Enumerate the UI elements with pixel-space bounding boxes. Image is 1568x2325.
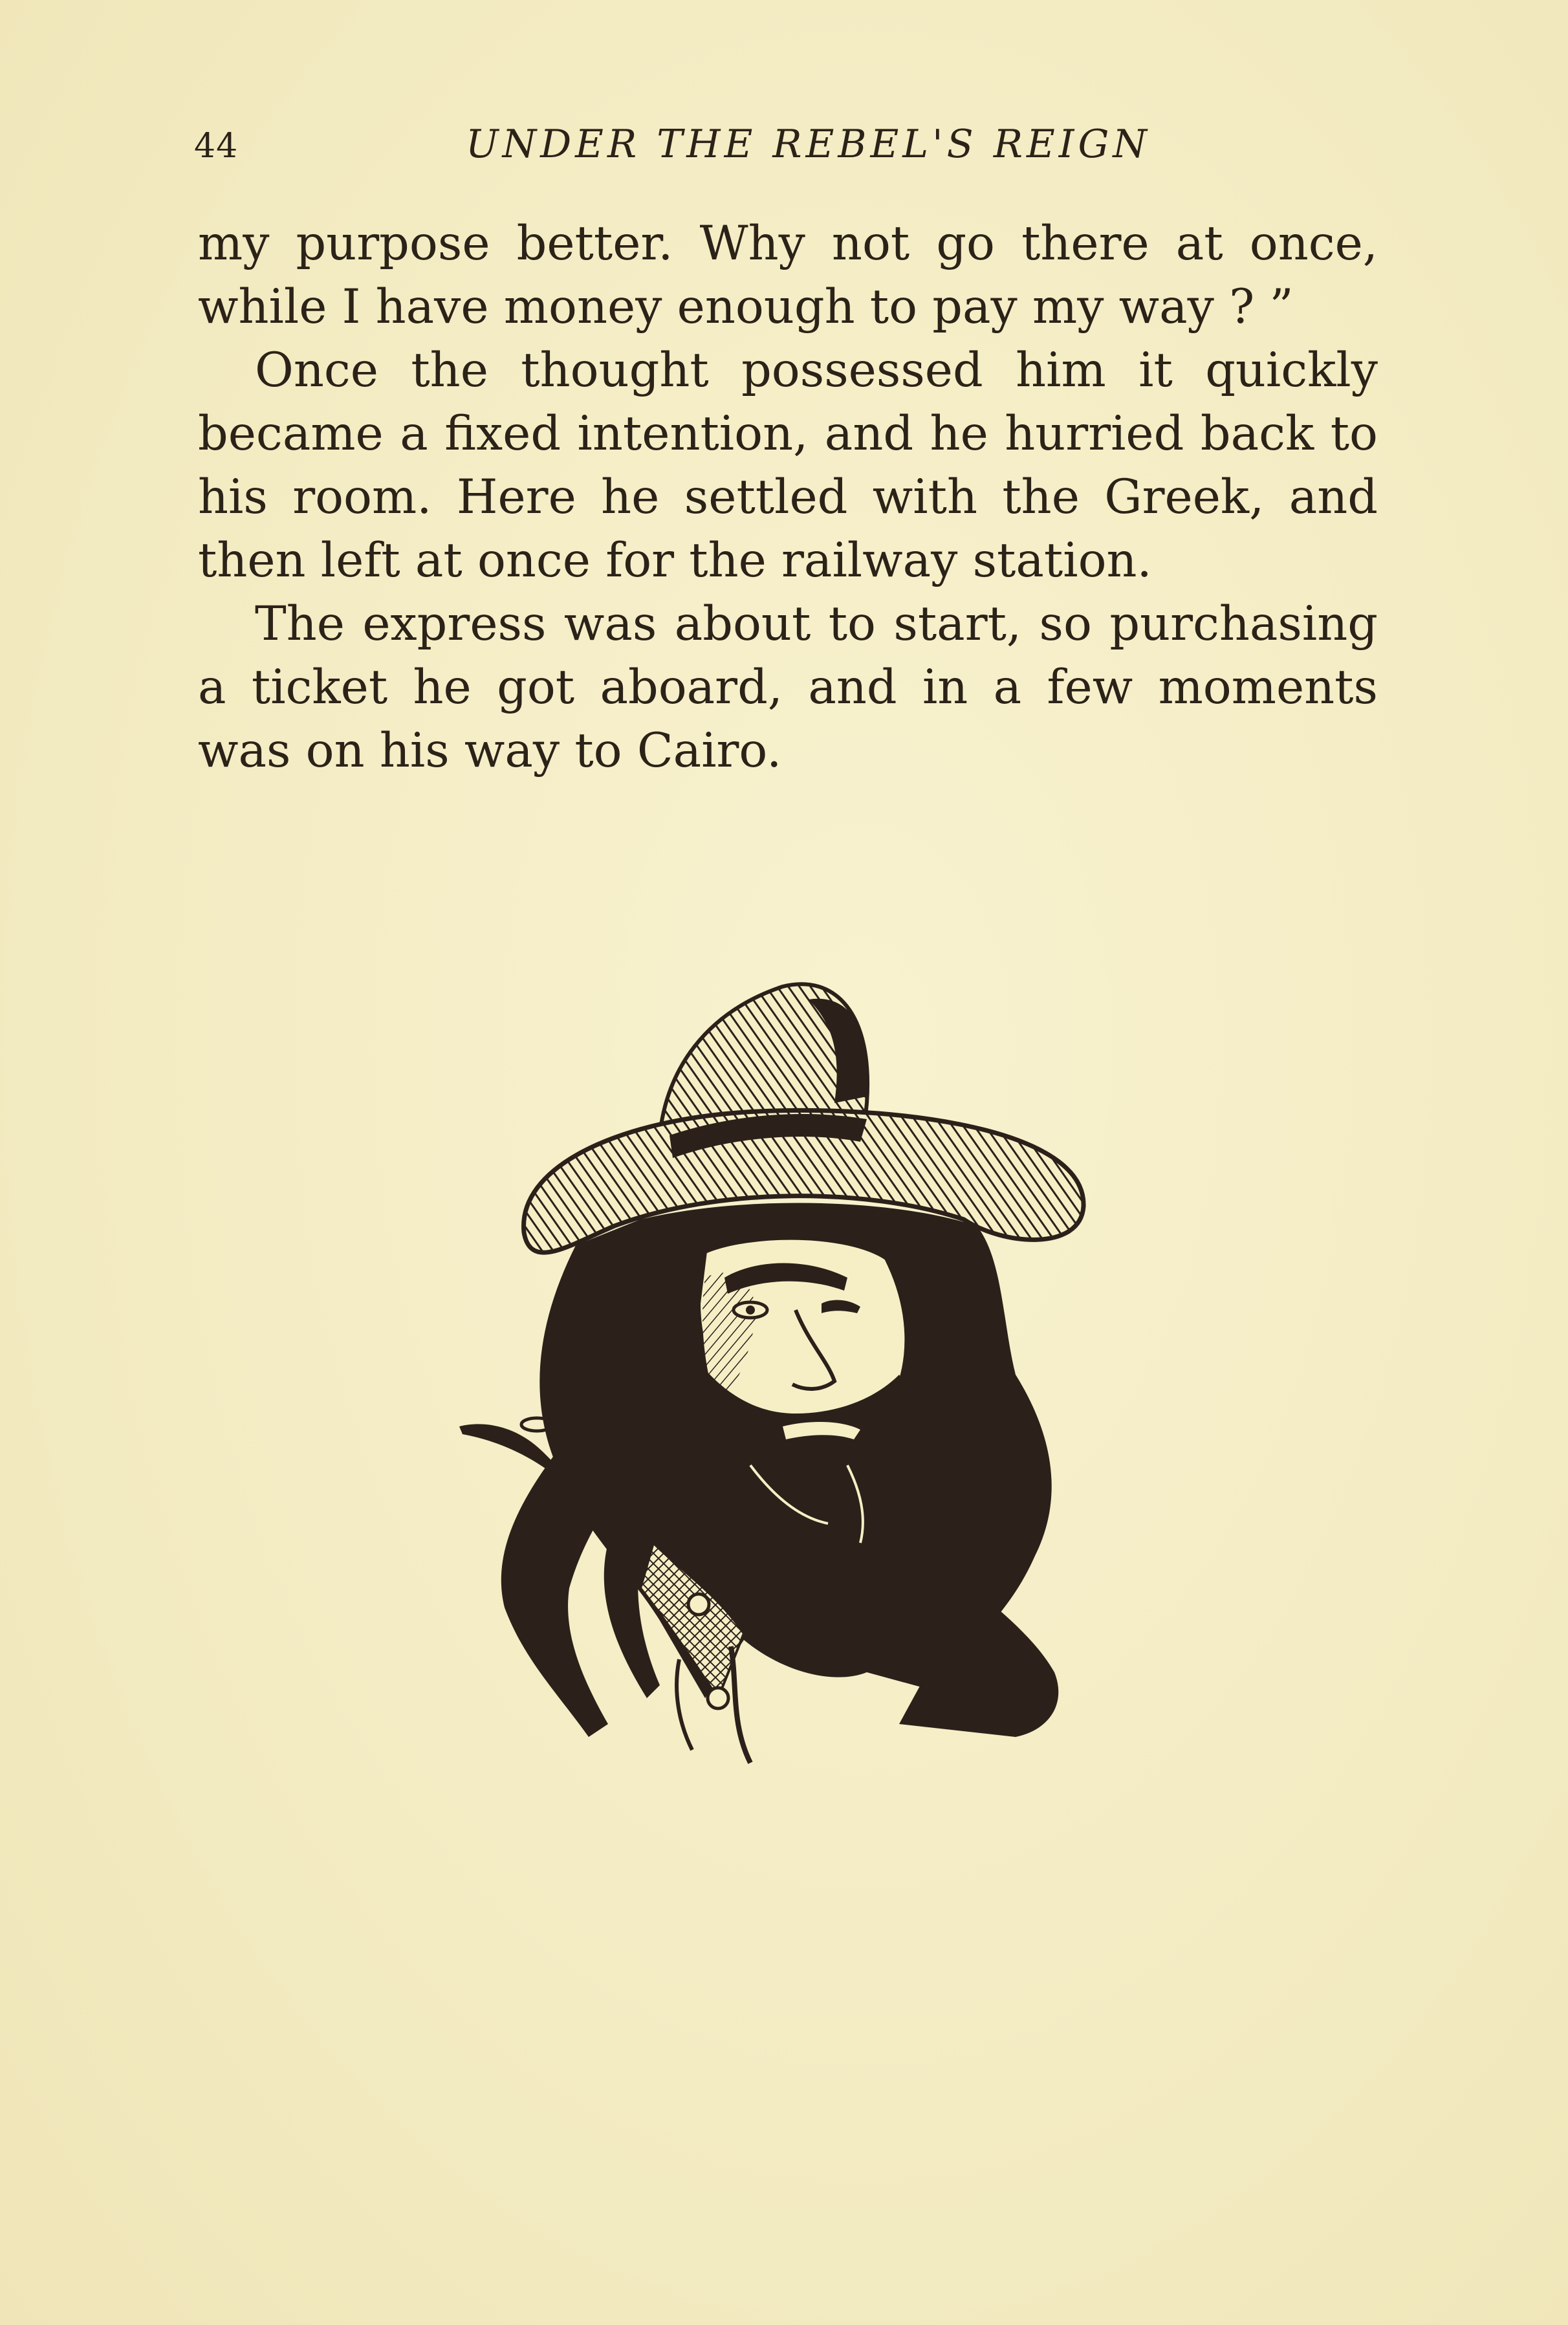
- paragraph: The express was about to start, so purchasing a ticket he got aboard, and in a few moments was on his way to Cairo.: [198, 596, 1378, 778]
- paragraph-continued: my purpose better. Why not go there at once, while I have money enough to pay my way ? ”: [198, 216, 1378, 334]
- hair-strand-2: [677, 1659, 692, 1750]
- body-text: [198, 212, 1378, 783]
- hair-lock-left: [501, 1452, 615, 1737]
- bearded-man-drawing: [446, 974, 1138, 1769]
- button-ornament: [688, 1594, 709, 1615]
- paragraph: Once the thought possessed him it quickly became a fixed intention, and he hurried back to his room. Here he settled with the Greek, and then left at once for the railway station.: [198, 343, 1378, 588]
- page-header: [194, 122, 1378, 180]
- portrait-illustration: [446, 974, 1138, 1769]
- page-number: 44: [194, 127, 239, 166]
- button-ornament-2: [708, 1688, 728, 1708]
- running-title: UNDER THE REBEL'S REIGN: [466, 122, 1151, 167]
- hair-strand: [731, 1646, 750, 1763]
